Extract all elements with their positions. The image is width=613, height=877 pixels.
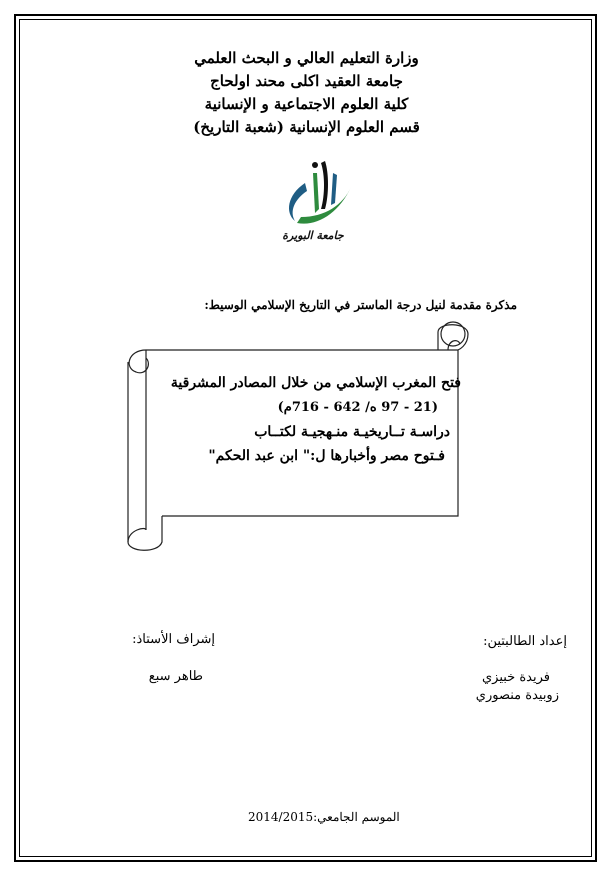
logo-blue-arc xyxy=(289,183,307,221)
department-name: قسم العلوم الإنسانية (شعبة التاريخ) xyxy=(193,118,420,136)
thesis-title-line3: دراسـة تــاريخيـة منـهجيـة لكتــاب xyxy=(254,424,450,440)
faculty-name: كلية العلوم الاجتماعية و الإنسانية xyxy=(204,95,409,113)
thesis-title-line4: فـتوح مصر وأخبارها ل:" ابن عبد الحكم" xyxy=(208,448,445,464)
university-logo xyxy=(267,143,359,243)
thesis-title-dates: (21 - 97 ه/ 642 - 716م) xyxy=(277,400,438,415)
logo-caption: جامعة البويرة xyxy=(282,229,344,242)
supervisor-name: طاهر سبع xyxy=(148,669,203,684)
student-name-2: زوبيدة منصوري xyxy=(475,688,559,703)
students-label: إعداد الطالبتين: xyxy=(483,634,567,649)
academic-year: الموسم الجامعي:2014/2015 xyxy=(248,810,400,824)
logo-dot xyxy=(312,162,318,168)
logo-green-stroke xyxy=(313,173,319,213)
logo-blue-stroke xyxy=(331,173,337,205)
thesis-title-line1: فتح المغرب الإسلامي من خلال المصادر المشرقية xyxy=(170,375,461,391)
thesis-note: مذكرة مقدمة لنيل درجة الماستر في التاريخ الإسلامي الوسيط: xyxy=(204,298,517,312)
university-name: جامعة العقيد اكلى محند اولحاج xyxy=(210,72,403,90)
student-name-1: فريدة خبيزي xyxy=(481,670,550,685)
supervisor-label: إشراف الأستاذ: xyxy=(132,632,215,647)
ministry-title: وزارة التعليم العالي و البحث العلمي xyxy=(194,49,419,67)
logo-black-stroke xyxy=(321,161,328,209)
